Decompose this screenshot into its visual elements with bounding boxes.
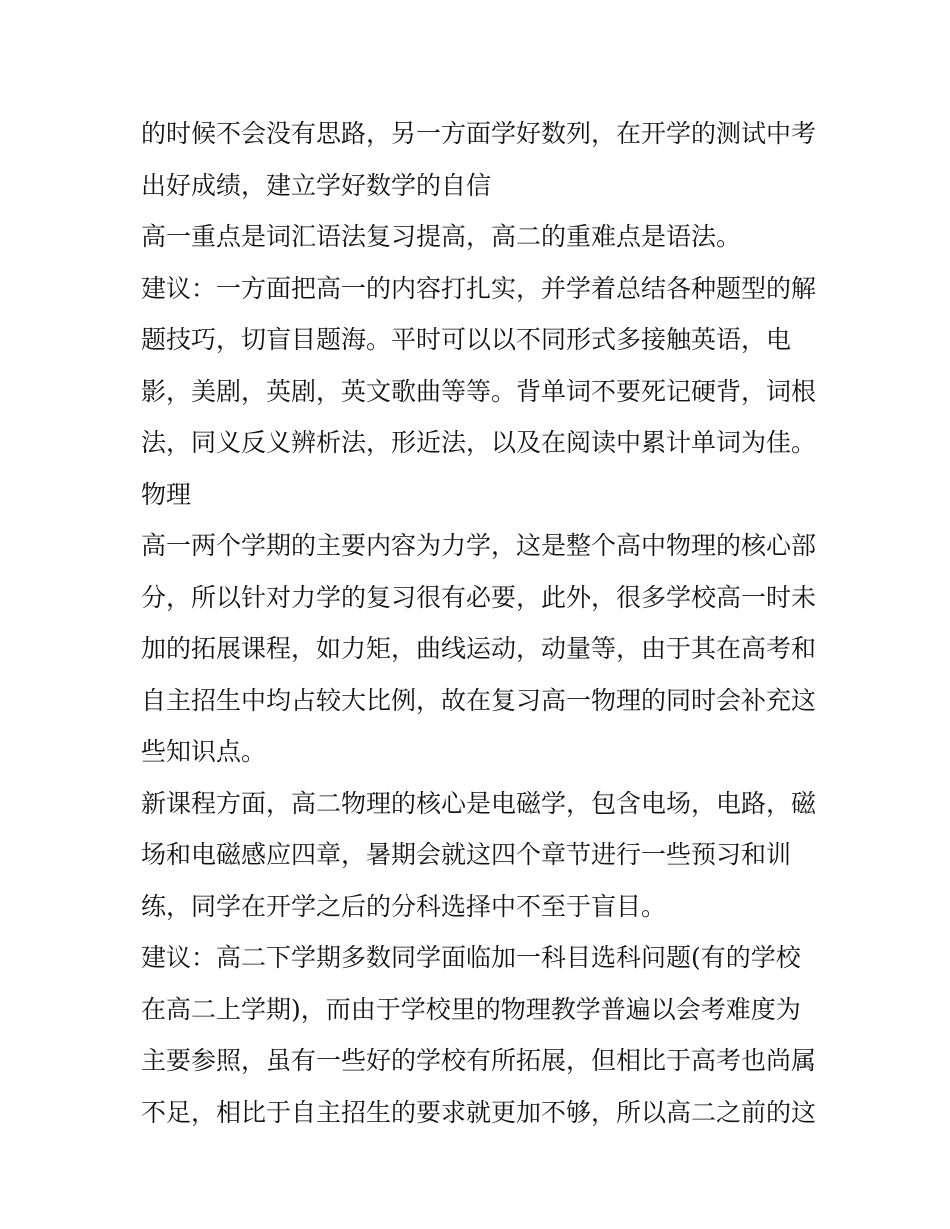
text-line: 自主招生中均占较大比例，故在复习高一物理的同时会补充这 [141,685,817,715]
text-line: 不足，相比于自主招生的要求就更加不够，所以高二之前的这 [141,1097,817,1127]
document-body [141,108,821,1138]
text-line: 些知识点。 [141,737,267,766]
text-line: 高一两个学期的主要内容为力学，这是整个高中物理的核心部 [141,531,817,560]
text-line: 题技巧，切盲目题海。平时可以以不同形式多接触英语，电 [141,325,792,354]
text-line: 分，所以针对力学的复习很有必要，此外，很多学校高一时未 [141,582,817,612]
section-heading: 物理 [141,479,192,509]
text-line: 建议：一方面把高一的内容打扎实，并学着总结各种题型的解 [141,273,817,303]
text-line: 在高二上学期)，而由于学校里的物理教学普遍以会考难度为 [141,994,801,1024]
text-line: 出好成绩，建立学好数学的自信 [141,170,492,200]
text-line: 的时候不会没有思路，另一方面学好数列，在开学的测试中考 [141,119,817,148]
text-line: 练，同学在开学之后的分科选择中不至于盲目。 [141,891,667,921]
text-line: 高一重点是词汇语法复习提高，高二的重难点是语法。 [141,222,742,251]
text-line: 加的拓展课程，如力矩，曲线运动，动量等，由于其在高考和 [141,634,817,663]
text-line: 主要参照，虽有一些好的学校有所拓展，但相比于高考也尚属 [141,1046,817,1075]
text-line: 法，同义反义辨析法，形近法，以及在阅读中累计单词为佳。 [141,428,817,457]
text-line: 场和电磁感应四章，暑期会就这四个章节进行一些预习和训 [141,840,792,869]
text-line: 建议：高二下学期多数同学面临加一科目选科问题(有的学校 [141,943,801,972]
text-line: 新课程方面，高二物理的核心是电磁学，包含电场，电路，磁 [141,788,817,818]
text-line: 影，美剧，英剧，英文歌曲等等。背单词不要死记硬背，词根 [141,376,817,406]
